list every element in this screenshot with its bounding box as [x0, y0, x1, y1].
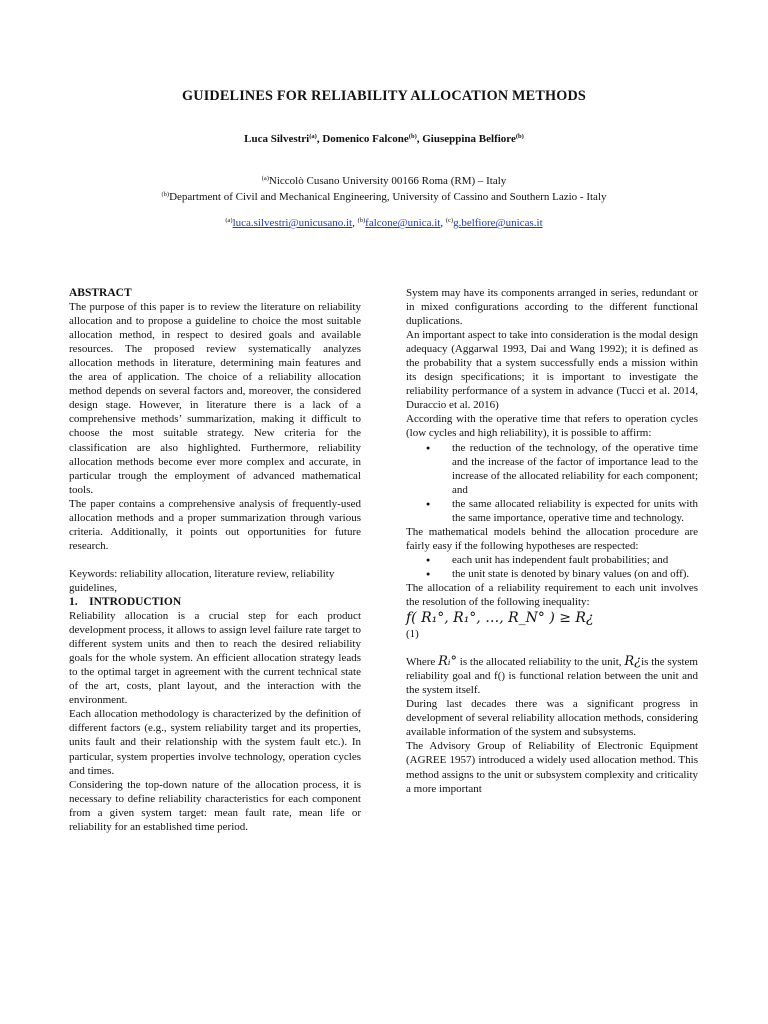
intro-paragraph: Considering the top-down nature of the allocation process, it is necessary to define reliability characteristics for each component from a given system target: mean fault rate, mean life or reliability for an established time period.	[69, 778, 361, 833]
body-paragraph: During last decades there was a significant progress in development of several reliability allocation methods, considering available information of the system and subsystems.	[406, 698, 698, 739]
body-paragraph: The allocation of a reliability requirement to each unit involves the resolution of the following inequality:	[406, 581, 698, 609]
list-item: ● the same allocated reliability is expected for units with the same importance, operative time and technology.	[452, 497, 698, 525]
abstract-paragraph: The purpose of this paper is to review the literature on reliability allocation and to propose a guideline to choice the most suitable allocation method, in respect to desired goals and available resources. The proposed review systematically analyzes allocation methods in literature, determining main features and the area of application. The choice of a reliability allocation method depends on several factors and, moreover, the considered design stage. However, in literature there is a lack of a comprehensive methods’ summarization, making it difficult to choose the most suitable strategy. New criteria for the classification are also highlighted. Furthermore, reliability allocation methods become ever more complex and accurate, in particular trough the employment of advanced mathematical tools.	[69, 301, 361, 496]
text-run: Where	[406, 656, 439, 669]
paper-title: GUIDELINES FOR RELIABILITY ALLOCATION METHODS	[182, 88, 586, 104]
separator: ,	[352, 217, 358, 229]
author-affiliation-mark: (b)	[515, 133, 524, 140]
body-paragraph: The Advisory Group of Reliability of Electronic Equipment (AGREE 1957) introduced a widely used allocation method. This method assigns to the unit or subsystem complexity and criticality a more important	[406, 740, 698, 795]
bullet-list	[406, 553, 698, 581]
right-column	[406, 286, 698, 796]
author-name: Luca Silvestri	[244, 133, 310, 145]
text-run: is the allocated reliability to the unit,	[457, 656, 625, 669]
affiliation-text: Department of Civil and Mechanical Engineering, University of Cassino and Southern Lazio - Italy	[169, 191, 607, 203]
email-mark: (b)	[357, 217, 366, 224]
unit-reliability-symbol: Rᵢ°	[438, 654, 457, 670]
separator: ,	[316, 133, 323, 145]
affiliation-text: Niccolò Cusano University 00166 Roma (RM) – Italy	[268, 175, 507, 187]
equation-number: (1)	[406, 628, 419, 641]
left-column	[69, 286, 361, 834]
author-name: Giuseppina Belfiore	[422, 133, 516, 145]
body-paragraph: System may have its components arranged in series, redundant or in mixed configurations according to the different functional duplications.	[406, 287, 698, 328]
list-item: ● the unit state is denoted by binary values (on and off).	[452, 567, 698, 581]
affiliation-mark: (b)	[161, 191, 170, 198]
text-run: is the system reliability goal and f() is functional relation between the unit and the system itself.	[406, 656, 698, 697]
email-mark: (c)	[445, 217, 454, 224]
bullet-list	[406, 441, 698, 525]
body-paragraph: The mathematical models behind the allocation procedure are fairly easy if the following hypotheses are respected:	[406, 525, 698, 552]
body-paragraph	[406, 655, 698, 697]
abstract-heading: ABSTRACT	[69, 287, 132, 299]
list-item: ● each unit has independent fault probabilities; and	[452, 553, 698, 567]
affiliation-mark: (a)	[261, 175, 269, 182]
intro-paragraph: Reliability allocation is a crucial step for each product development process, it allows to assign level failure rate target to different system units and then to reach the desired reliability goals for the whole system. An efficient allocation strategy leads to the optimal target in agreement with the current technical state of the art, costs, plant layout, and the interaction with the environment.	[69, 610, 361, 707]
system-reliability-symbol: R¿	[624, 654, 642, 670]
equation: f( R₁°, R₁°, …, R_N° ) ≥ R¿	[406, 610, 594, 627]
affiliation	[0, 175, 768, 187]
keywords: Keywords: reliability allocation, literature review, reliability guidelines,	[69, 567, 335, 594]
email-mark: (a)	[225, 217, 233, 224]
email-link[interactable]: g.belfiore@unicas.it	[453, 217, 543, 229]
affiliation	[0, 191, 768, 203]
separator: ,	[416, 133, 423, 145]
author-name: Domenico Falcone	[322, 133, 409, 145]
email-link[interactable]: luca.silvestri@unicusano.it	[232, 217, 353, 229]
email-list	[0, 217, 768, 229]
author-affiliation-mark: (b)	[408, 133, 417, 140]
abstract-paragraph: The paper contains a comprehensive analysis of frequently-used allocation methods and a proper summarization through various criteria. Additionally, it points out opportunities for future research.	[69, 497, 361, 552]
author-list	[0, 133, 768, 145]
email-link[interactable]: falcone@unica.it	[365, 217, 441, 229]
author-affiliation-mark: (a)	[309, 133, 317, 140]
list-item: ● the reduction of the technology, of the operative time and the increase of the factor of importance lead to the increase of the allocated reliability for each component; and	[452, 441, 698, 497]
body-paragraph: An important aspect to take into consideration is the modal design adequacy (Aggarwal 1993, Dai and Wang 1992); it is defined as the probability that a system successfully ends a mission within its design specifications; it is important to investigate the reliability performance of a system in advance (Tucci et al. 2014, Duraccio et al. 2016)	[406, 329, 698, 412]
introduction-heading: 1. INTRODUCTION	[69, 595, 182, 608]
intro-paragraph: Each allocation methodology is characterized by the definition of different factors (e.g., system reliability target and its properties, units fault and their relationship with the system fault etc.). In particular, system properties involve technology, operation cycles and times.	[69, 708, 361, 777]
body-paragraph: According with the operative time that refers to operation cycles (low cycles and high reliability), it is possible to affirm:	[406, 413, 698, 440]
separator: ,	[440, 217, 446, 229]
